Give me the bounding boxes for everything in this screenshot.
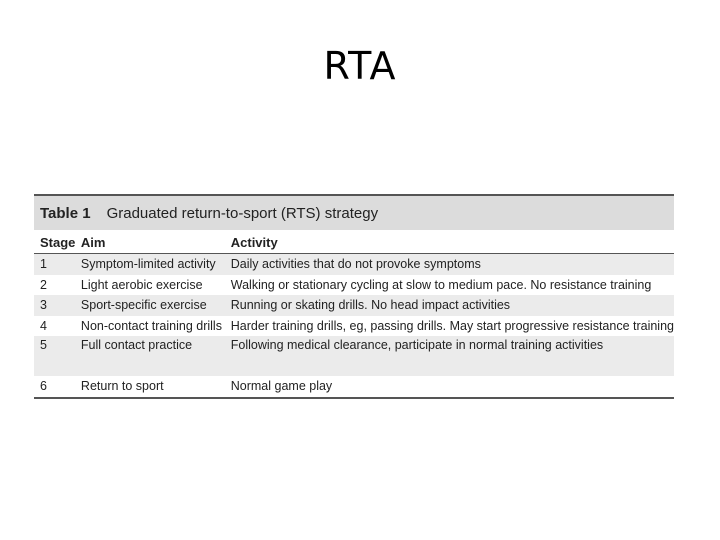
- cell-activity: Following medical clearance, participate in normal training activities: [231, 336, 674, 376]
- table-label: Table 1: [40, 204, 91, 222]
- cell-aim: Full contact practice: [81, 336, 231, 376]
- header-stage: Stage: [34, 231, 81, 254]
- header-row: [34, 231, 674, 254]
- cell-aim: Symptom-limited activity: [81, 254, 231, 275]
- cell-activity: Daily activities that do not provoke symptoms: [231, 254, 674, 275]
- cell-activity: Harder training drills, eg, passing drills. May start progressive resistance training: [230, 318, 674, 333]
- cell-stage: 3: [34, 295, 81, 316]
- table-row: [34, 254, 674, 275]
- cell-activity: Walking or stationary cycling at slow to medium pace. No resistance training: [230, 277, 652, 292]
- cell-stage: 2: [40, 277, 47, 292]
- cell-stage: 1: [34, 254, 81, 275]
- cell-aim: Non-contact training drills: [80, 318, 222, 333]
- table-row: [34, 275, 674, 296]
- cell-aim: Sport-specific exercise: [81, 295, 231, 316]
- table-row: [34, 316, 674, 337]
- cell-aim: Return to sport: [80, 379, 164, 394]
- table-row: [34, 376, 674, 397]
- rts-table: [34, 194, 674, 399]
- table-caption-text: Graduated return-to-sport (RTS) strategy: [106, 204, 379, 222]
- cell-stage: 4: [40, 318, 47, 333]
- table-caption: [34, 196, 674, 231]
- cell-aim: Light aerobic exercise: [80, 277, 203, 292]
- header-aim: Aim: [81, 231, 231, 254]
- cell-activity: Running or skating drills. No head impact activities: [231, 295, 674, 316]
- slide-title: RTA: [323, 44, 397, 88]
- table-row: [34, 336, 674, 376]
- cell-stage: 6: [40, 379, 47, 394]
- table-row: [34, 295, 674, 316]
- cell-activity: Normal game play: [230, 379, 333, 394]
- table-grid: [34, 231, 674, 397]
- header-activity: Activity: [231, 231, 674, 254]
- cell-stage: 5: [34, 336, 81, 376]
